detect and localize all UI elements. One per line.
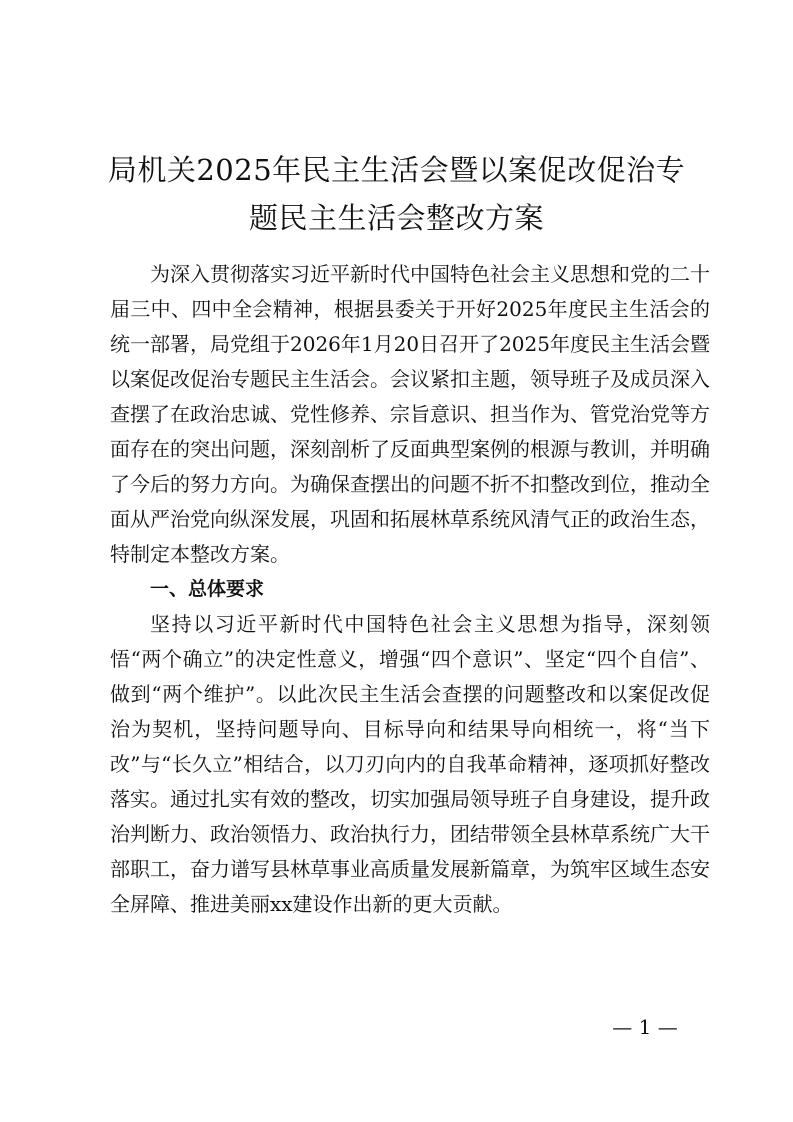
section-heading-general-requirements: 一、总体要求 xyxy=(150,578,265,600)
document-title-line-2: 题民主生活会整改方案 xyxy=(248,201,544,235)
intro-paragraph: 为深入贯彻落实习近平新时代中国特色社会主义思想和党的二十届三中、四中全会精神，根据县委关于开好2025年度民主生活会的统一部署，局党组于2026年1月20日召开了2025年度民主生活会暨以案促改促治专题民主生活会。会议紧扣主题，领导班子及成员深入查摆了在政治忠诚、党性修养、宗旨意识、担当作为、管党治党等方面存在的突出问题，深刻剖析了反面典型案例的根源与教训，并明确了今后的努力方向。为确保查摆出的问题不折不扣整改到位，推动全面从严治党向纵深发展，巩固和拓展林草系统风清气正的政治生态，特制定本整改方案。 xyxy=(110,262,710,566)
general-requirements-paragraph: 坚持以习近平新时代中国特色社会主义思想为指导，深刻领悟“两个确立”的决定性意义，增强“四个意识”、坚定“四个自信”、做到“两个维护”。以此次民主生活会查摆的问题整改和以案促改促治为契机，坚持问题导向、目标导向和结果导向相统一，将“当下改”与“长久立”相结合，以刀刃向内的自我革命精神，逐项抓好整改落实。通过扎实有效的整改，切实加强局领导班子自身建设，提升政治判断力、政治领悟力、政治执行力，团结带领全县林草系统广大干部职工，奋力谱写县林草事业高质量发展新篇章，为筑牢区域生态安全屏障、推进美丽xx建设作出新的更大贡献。 xyxy=(110,612,710,916)
document-title-line-1: 局机关2025年民主生活会暨以案促改促治专 xyxy=(107,153,686,187)
document-body xyxy=(110,257,710,922)
page-number: — 1 — xyxy=(612,1015,678,1039)
document-title xyxy=(100,146,693,242)
